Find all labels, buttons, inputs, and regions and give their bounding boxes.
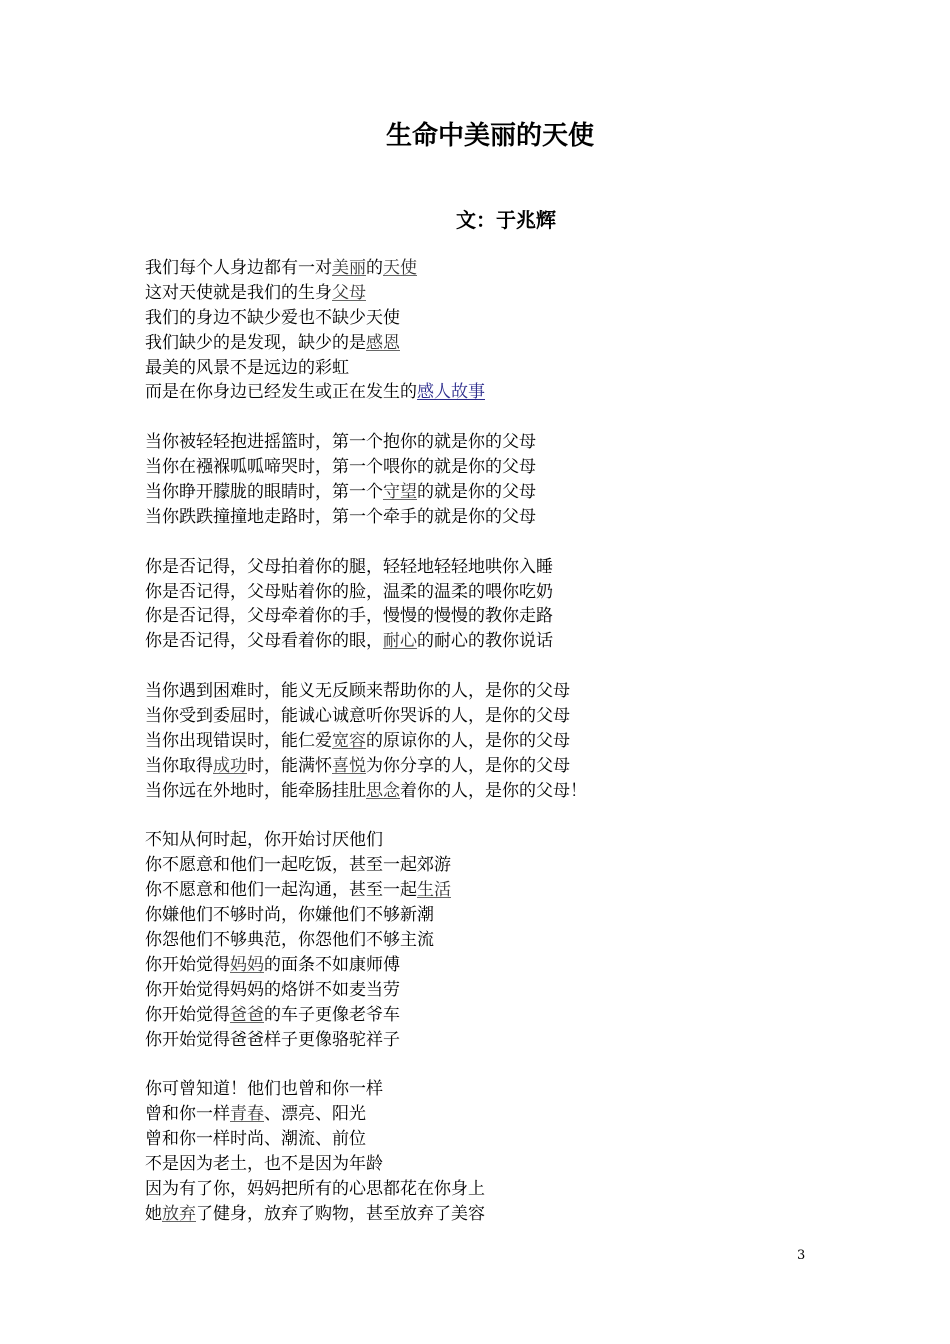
poem-line xyxy=(145,779,865,804)
line-text: 你不愿意和他们一起沟通，甚至一起 xyxy=(145,880,417,901)
line-text: 曾和你一样时尚、潮流、前位 xyxy=(145,1129,366,1150)
line-text: 你开始觉得 xyxy=(145,1004,230,1025)
poem-line xyxy=(145,679,865,704)
line-text: 当你受到委屈时，能诚心诚意听你哭诉的人，是你的父母 xyxy=(145,706,570,727)
line-text: 的 xyxy=(366,258,383,278)
keyword-link[interactable]: 生活 xyxy=(417,880,451,901)
poem-line xyxy=(145,903,865,928)
line-text: 不是因为老土，也不是因为年龄 xyxy=(145,1154,383,1175)
line-text: 你开始觉得 xyxy=(145,954,230,975)
poem-line xyxy=(145,853,865,878)
line-text: 的原谅你的人，是你的父母 xyxy=(366,730,570,751)
poem-line xyxy=(145,754,865,779)
line-text: 、漂亮、阳光 xyxy=(264,1104,366,1125)
keyword-link[interactable]: 天使 xyxy=(383,258,417,278)
poem-line xyxy=(145,306,865,331)
line-text: 这对天使就是我们的生身 xyxy=(145,282,332,303)
poem-line xyxy=(145,978,865,1003)
line-text: 因为有了你，妈妈把所有的心思都花在你身上 xyxy=(145,1178,485,1199)
line-text: 当你遇到困难时，能义无反顾来帮助你的人，是你的父母 xyxy=(145,681,570,702)
line-text: 曾和你一样 xyxy=(145,1104,230,1125)
keyword-link[interactable]: 耐心 xyxy=(383,631,417,652)
line-text: 你开始觉得爸爸样子更像骆驼祥子 xyxy=(145,1029,400,1050)
line-text: 我们的身边不缺少爱也不缺少天使 xyxy=(145,307,400,328)
line-text: 你不愿意和他们一起吃饭，甚至一起郊游 xyxy=(145,855,451,876)
line-text: 的面条不如康师傅 xyxy=(264,954,400,975)
page-number: 3 xyxy=(797,1248,806,1263)
line-text: 的耐心的教你说话 xyxy=(417,631,553,652)
poem-line xyxy=(145,281,865,306)
keyword-link[interactable]: 成功 xyxy=(213,755,247,776)
keyword-link[interactable]: 守望 xyxy=(383,482,417,503)
line-text: 你是否记得，父母拍着你的腿，轻轻地轻轻地哄你入睡 xyxy=(145,556,553,577)
poem-line xyxy=(145,256,865,281)
poem-line xyxy=(145,704,865,729)
line-text: 你可曾知道！他们也曾和你一样 xyxy=(145,1079,383,1100)
poem-line xyxy=(145,356,865,381)
poem-line xyxy=(145,380,865,405)
poem-line xyxy=(145,580,865,605)
poem-line xyxy=(145,729,865,754)
line-text: 当你睁开朦胧的眼睛时，第一个 xyxy=(145,482,383,503)
line-text: 着你的人，是你的父母！ xyxy=(400,780,587,801)
keyword-link[interactable]: 宽容 xyxy=(332,730,366,751)
line-text: 了健身，放弃了购物，甚至放弃了美容 xyxy=(196,1203,485,1224)
keyword-link[interactable]: 妈妈 xyxy=(230,954,264,975)
line-text: 当你远在外地时，能牵肠挂肚 xyxy=(145,780,366,801)
poem-line xyxy=(145,828,865,853)
keyword-link[interactable]: 喜悦 xyxy=(332,755,366,776)
poem-body xyxy=(145,256,865,1227)
line-text: 而是在你身边已经发生或正在发生的 xyxy=(145,382,417,403)
poem-line xyxy=(145,505,865,530)
poem-line xyxy=(145,1028,865,1053)
poem-line xyxy=(145,1177,865,1202)
line-text: 你是否记得，父母贴着你的脸，温柔的温柔的喂你吃奶 xyxy=(145,581,553,602)
line-text: 当你在襁褓呱呱啼哭时，第一个喂你的就是你的父母 xyxy=(145,457,536,478)
stanza-break xyxy=(145,530,865,555)
poem-line xyxy=(145,480,865,505)
poem-line xyxy=(145,629,865,654)
poem-line xyxy=(145,928,865,953)
keyword-link[interactable]: 思念 xyxy=(366,780,400,801)
poem-line xyxy=(145,878,865,903)
poem-line xyxy=(145,1102,865,1127)
line-text: 你嫌他们不够时尚，你嫌他们不够新潮 xyxy=(145,905,434,926)
keyword-link[interactable]: 感人故事 xyxy=(417,382,485,403)
keyword-link[interactable]: 感恩 xyxy=(366,332,400,353)
line-text: 你是否记得，父母看着你的眼， xyxy=(145,631,383,652)
poem-line xyxy=(145,1152,865,1177)
poem-line xyxy=(145,430,865,455)
stanza-break xyxy=(145,804,865,829)
line-text: 当你被轻轻抱进摇篮时，第一个抱你的就是你的父母 xyxy=(145,432,536,453)
line-text: 你开始觉得妈妈的烙饼不如麦当劳 xyxy=(145,979,400,1000)
line-text: 的就是你的父母 xyxy=(417,482,536,503)
line-text: 不知从何时起，你开始讨厌他们 xyxy=(145,830,383,851)
stanza-break xyxy=(145,405,865,430)
poem-line xyxy=(145,1202,865,1227)
stanza-break xyxy=(145,654,865,679)
poem-line xyxy=(145,604,865,629)
document-title: 生命中美丽的天使 xyxy=(385,121,594,151)
poem-line xyxy=(145,331,865,356)
keyword-link[interactable]: 美丽 xyxy=(332,258,366,278)
line-text: 我们每个人身边都有一对 xyxy=(145,258,332,278)
line-text: 我们缺少的是发现，缺少的是 xyxy=(145,332,366,353)
line-text: 时，能满怀 xyxy=(247,755,332,776)
line-text: 当你取得 xyxy=(145,755,213,776)
keyword-link[interactable]: 青春 xyxy=(230,1104,264,1125)
line-text: 当你跌跌撞撞地走路时，第一个牵手的就是你的父母 xyxy=(145,506,536,527)
line-text: 为你分享的人，是你的父母 xyxy=(366,755,570,776)
line-text: 最美的风景不是远边的彩虹 xyxy=(145,357,349,378)
keyword-link[interactable]: 放弃 xyxy=(162,1203,196,1224)
stanza-break xyxy=(145,1053,865,1078)
line-text: 当你出现错误时，能仁爱 xyxy=(145,730,332,751)
poem-line xyxy=(145,1003,865,1028)
line-text: 她 xyxy=(145,1203,162,1224)
line-text: 你是否记得，父母牵着你的手，慢慢的慢慢的教你走路 xyxy=(145,606,553,627)
author-byline: 文：于兆辉 xyxy=(456,208,556,232)
line-text: 你怨他们不够典范，你怨他们不够主流 xyxy=(145,930,434,951)
poem-line xyxy=(145,953,865,978)
keyword-link[interactable]: 父母 xyxy=(332,282,366,303)
poem-line xyxy=(145,555,865,580)
keyword-link[interactable]: 爸爸 xyxy=(230,1004,264,1025)
poem-line xyxy=(145,455,865,480)
poem-line xyxy=(145,1077,865,1102)
poem-line xyxy=(145,1127,865,1152)
line-text: 的车子更像老爷车 xyxy=(264,1004,400,1025)
